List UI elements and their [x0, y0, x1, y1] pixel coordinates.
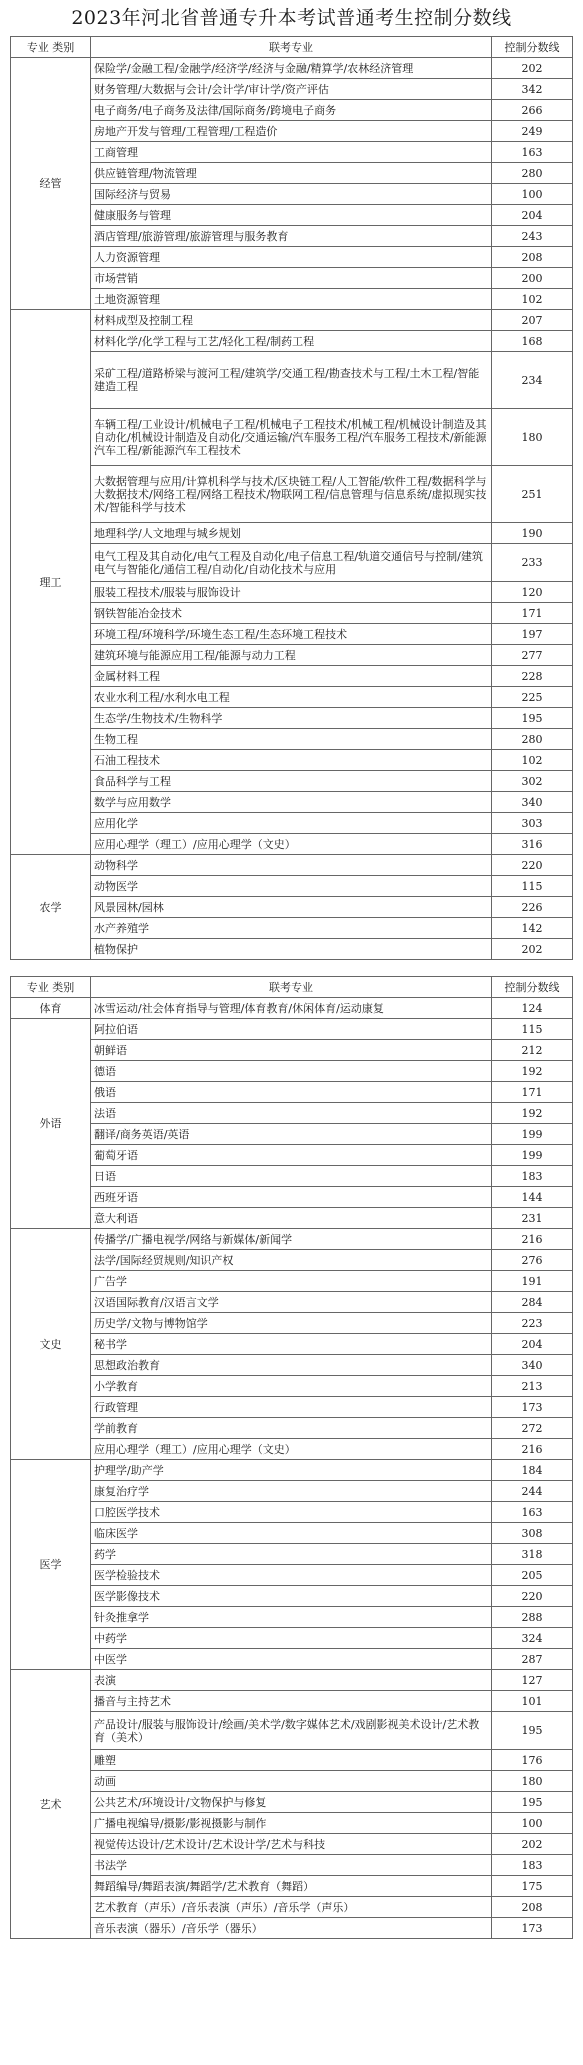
score-cell: 244 [492, 1481, 573, 1502]
major-cell: 广告学 [91, 1271, 492, 1292]
table-row [11, 1418, 573, 1439]
table-row [11, 1229, 573, 1250]
major-cell: 大数据管理与应用/计算机科学与技术/区块链工程/人工智能/软件工程/数据科学与大数据技术/网络工程/网络工程技术/物联网工程/信息管理与信息系统/虚拟现实技术/智能科学与技术 [91, 466, 492, 523]
score-cell: 204 [492, 205, 573, 226]
score-cell: 171 [492, 603, 573, 624]
category-cell: 体育 [11, 998, 91, 1019]
major-cell: 石油工程技术 [91, 750, 492, 771]
major-cell: 阿拉伯语 [91, 1019, 492, 1040]
score-cell: 280 [492, 163, 573, 184]
major-cell: 金属材料工程 [91, 666, 492, 687]
major-cell: 西班牙语 [91, 1187, 492, 1208]
score-cell: 340 [492, 792, 573, 813]
major-cell: 书法学 [91, 1855, 492, 1876]
score-cell: 284 [492, 1292, 573, 1313]
major-cell: 财务管理/大数据与会计/会计学/审计学/资产评估 [91, 79, 492, 100]
major-cell: 中药学 [91, 1628, 492, 1649]
category-cell: 农学 [11, 855, 91, 960]
table-row [11, 100, 573, 121]
major-cell: 水产养殖学 [91, 918, 492, 939]
score-cell: 102 [492, 750, 573, 771]
score-cell: 100 [492, 1813, 573, 1834]
major-cell: 应用心理学（理工）/应用心理学（文史） [91, 834, 492, 855]
table-row [11, 1397, 573, 1418]
table-row [11, 247, 573, 268]
score-table-part-1 [10, 36, 573, 960]
table-row [11, 268, 573, 289]
score-cell: 124 [492, 998, 573, 1019]
table-row [11, 876, 573, 897]
score-cell: 144 [492, 1187, 573, 1208]
score-cell: 190 [492, 523, 573, 544]
table-row [11, 1334, 573, 1355]
table-header-row [11, 37, 573, 58]
major-cell: 康复治疗学 [91, 1481, 492, 1502]
major-cell: 酒店管理/旅游管理/旅游管理与服务教育 [91, 226, 492, 247]
score-cell: 266 [492, 100, 573, 121]
table-row [11, 331, 573, 352]
category-cell: 文史 [11, 1229, 91, 1460]
major-cell: 药学 [91, 1544, 492, 1565]
major-cell: 播音与主持艺术 [91, 1691, 492, 1712]
score-cell: 308 [492, 1523, 573, 1544]
score-cell: 183 [492, 1166, 573, 1187]
major-cell: 采矿工程/道路桥梁与渡河工程/建筑学/交通工程/勘查技术与工程/土木工程/智能建造工程 [91, 352, 492, 409]
score-cell: 205 [492, 1565, 573, 1586]
score-cell: 202 [492, 939, 573, 960]
major-cell: 艺术教育（声乐）/音乐表演（声乐）/音乐学（声乐） [91, 1897, 492, 1918]
major-cell: 汉语国际教育/汉语言文学 [91, 1292, 492, 1313]
table-row [11, 1439, 573, 1460]
major-cell: 动物科学 [91, 855, 492, 876]
score-cell: 226 [492, 897, 573, 918]
major-cell: 冰雪运动/社会体育指导与管理/体育教育/休闲体育/运动康复 [91, 998, 492, 1019]
table-row [11, 1208, 573, 1229]
score-cell: 192 [492, 1061, 573, 1082]
major-cell: 生态学/生物技术/生物科学 [91, 708, 492, 729]
score-cell: 249 [492, 121, 573, 142]
table-row [11, 1771, 573, 1792]
table-row [11, 687, 573, 708]
major-cell: 应用心理学（理工）/应用心理学（文史） [91, 1439, 492, 1460]
score-cell: 272 [492, 1418, 573, 1439]
header-category: 专业 类别 [11, 977, 91, 998]
major-cell: 翻译/商务英语/英语 [91, 1124, 492, 1145]
major-cell: 地理科学/人文地理与城乡规划 [91, 523, 492, 544]
major-cell: 产品设计/服装与服饰设计/绘画/美术学/数字媒体艺术/戏剧影视美术设计/艺术教育（美术） [91, 1712, 492, 1750]
table-row [11, 1670, 573, 1691]
score-cell: 202 [492, 58, 573, 79]
score-cell: 163 [492, 142, 573, 163]
major-cell: 材料化学/化学工程与工艺/轻化工程/制药工程 [91, 331, 492, 352]
category-cell: 理工 [11, 310, 91, 855]
table-row [11, 466, 573, 523]
score-cell: 197 [492, 624, 573, 645]
table-row [11, 1855, 573, 1876]
major-cell: 葡萄牙语 [91, 1145, 492, 1166]
table-row [11, 1649, 573, 1670]
score-cell: 277 [492, 645, 573, 666]
major-cell: 中医学 [91, 1649, 492, 1670]
score-cell: 191 [492, 1271, 573, 1292]
major-cell: 工商管理 [91, 142, 492, 163]
score-cell: 142 [492, 918, 573, 939]
score-cell: 176 [492, 1750, 573, 1771]
major-cell: 广播电视编导/摄影/影视摄影与制作 [91, 1813, 492, 1834]
major-cell: 思想政治教育 [91, 1355, 492, 1376]
table-row [11, 1103, 573, 1124]
score-cell: 180 [492, 1771, 573, 1792]
score-cell: 234 [492, 352, 573, 409]
table-row [11, 603, 573, 624]
major-cell: 表演 [91, 1670, 492, 1691]
category-cell: 经管 [11, 58, 91, 310]
major-cell: 农业水利工程/水利水电工程 [91, 687, 492, 708]
major-cell: 临床医学 [91, 1523, 492, 1544]
table-row [11, 1481, 573, 1502]
table-row [11, 708, 573, 729]
major-cell: 生物工程 [91, 729, 492, 750]
score-cell: 287 [492, 1649, 573, 1670]
score-cell: 216 [492, 1229, 573, 1250]
table-row [11, 1750, 573, 1771]
table-row [11, 897, 573, 918]
score-cell: 173 [492, 1397, 573, 1418]
major-cell: 意大利语 [91, 1208, 492, 1229]
table-row [11, 1187, 573, 1208]
table-row [11, 544, 573, 582]
table-row [11, 1523, 573, 1544]
table-row [11, 1544, 573, 1565]
category-cell: 外语 [11, 1019, 91, 1229]
table-row [11, 1792, 573, 1813]
header-major: 联考专业 [91, 37, 492, 58]
table-row [11, 1145, 573, 1166]
table-row [11, 1313, 573, 1334]
major-cell: 电子商务/电子商务及法律/国际商务/跨境电子商务 [91, 100, 492, 121]
major-cell: 秘书学 [91, 1334, 492, 1355]
major-cell: 法学/国际经贸规则/知识产权 [91, 1250, 492, 1271]
score-cell: 212 [492, 1040, 573, 1061]
major-cell: 日语 [91, 1166, 492, 1187]
score-cell: 120 [492, 582, 573, 603]
table-row [11, 1082, 573, 1103]
table-row [11, 1355, 573, 1376]
major-cell: 口腔医学技术 [91, 1502, 492, 1523]
major-cell: 植物保护 [91, 939, 492, 960]
page-title: 2023年河北省普通专升本考试普通考生控制分数线 [71, 7, 512, 29]
table-row [11, 1061, 573, 1082]
major-cell: 房地产开发与管理/工程管理/工程造价 [91, 121, 492, 142]
major-cell: 俄语 [91, 1082, 492, 1103]
score-cell: 231 [492, 1208, 573, 1229]
table-row [11, 1250, 573, 1271]
major-cell: 应用化学 [91, 813, 492, 834]
table-row [11, 1292, 573, 1313]
score-cell: 228 [492, 666, 573, 687]
score-cell: 195 [492, 1712, 573, 1750]
score-cell: 220 [492, 1586, 573, 1607]
table-row [11, 939, 573, 960]
table-row [11, 163, 573, 184]
score-cell: 204 [492, 1334, 573, 1355]
major-cell: 环境工程/环境科学/环境生态工程/生态环境工程技术 [91, 624, 492, 645]
score-cell: 202 [492, 1834, 573, 1855]
score-cell: 243 [492, 226, 573, 247]
table-row [11, 1607, 573, 1628]
major-cell: 数学与应用数学 [91, 792, 492, 813]
score-cell: 223 [492, 1313, 573, 1334]
score-cell: 280 [492, 729, 573, 750]
table-row [11, 729, 573, 750]
category-cell: 艺术 [11, 1670, 91, 1939]
table-row [11, 1834, 573, 1855]
major-cell: 医学影像技术 [91, 1586, 492, 1607]
score-table-part-2 [10, 976, 573, 1939]
table-row [11, 1918, 573, 1939]
score-cell: 288 [492, 1607, 573, 1628]
major-cell: 舞蹈编导/舞蹈表演/舞蹈学/艺术教育（舞蹈） [91, 1876, 492, 1897]
table-row [11, 834, 573, 855]
header-category: 专业 类别 [11, 37, 91, 58]
table-row [11, 1586, 573, 1607]
major-cell: 历史学/文物与博物馆学 [91, 1313, 492, 1334]
table-row [11, 310, 573, 331]
major-cell: 音乐表演（器乐）/音乐学（器乐） [91, 1918, 492, 1939]
score-cell: 213 [492, 1376, 573, 1397]
major-cell: 车辆工程/工业设计/机械电子工程/机械电子工程技术/机械工程/机械设计制造及其自动化/机械设计制造及自动化/交通运输/汽车服务工程/汽车服务工程技术/新能源汽车工程/新能源汽车工程技术 [91, 409, 492, 466]
major-cell: 视觉传达设计/艺术设计/艺术设计学/艺术与科技 [91, 1834, 492, 1855]
table-row [11, 1376, 573, 1397]
major-cell: 土地资源管理 [91, 289, 492, 310]
major-cell: 学前教育 [91, 1418, 492, 1439]
table-row [11, 750, 573, 771]
score-cell: 251 [492, 466, 573, 523]
score-cell: 208 [492, 1897, 573, 1918]
major-cell: 小学教育 [91, 1376, 492, 1397]
table-row [11, 998, 573, 1019]
major-cell: 针灸推拿学 [91, 1607, 492, 1628]
major-cell: 市场营销 [91, 268, 492, 289]
major-cell: 电气工程及其自动化/电气工程及自动化/电子信息工程/轨道交通信号与控制/建筑电气与智能化/通信工程/自动化/自动化技术与应用 [91, 544, 492, 582]
major-cell: 德语 [91, 1061, 492, 1082]
table-row [11, 121, 573, 142]
table-row [11, 645, 573, 666]
major-cell: 朝鲜语 [91, 1040, 492, 1061]
table-row [11, 1019, 573, 1040]
major-cell: 国际经济与贸易 [91, 184, 492, 205]
table-row [11, 1502, 573, 1523]
major-cell: 服装工程技术/服装与服饰设计 [91, 582, 492, 603]
table-row [11, 58, 573, 79]
major-cell: 钢铁智能冶金技术 [91, 603, 492, 624]
score-cell: 195 [492, 708, 573, 729]
table-row [11, 1460, 573, 1481]
major-cell: 供应链管理/物流管理 [91, 163, 492, 184]
score-cell: 342 [492, 79, 573, 100]
major-cell: 护理学/助产学 [91, 1460, 492, 1481]
score-cell: 324 [492, 1628, 573, 1649]
table-row [11, 771, 573, 792]
score-cell: 115 [492, 876, 573, 897]
major-cell: 动画 [91, 1771, 492, 1792]
score-cell: 100 [492, 184, 573, 205]
table-row [11, 1897, 573, 1918]
score-cell: 316 [492, 834, 573, 855]
score-cell: 171 [492, 1082, 573, 1103]
major-cell: 法语 [91, 1103, 492, 1124]
table-header-row [11, 977, 573, 998]
score-cell: 318 [492, 1544, 573, 1565]
major-cell: 材料成型及控制工程 [91, 310, 492, 331]
table-row [11, 1628, 573, 1649]
table-row [11, 352, 573, 409]
major-cell: 风景园林/园林 [91, 897, 492, 918]
table-row [11, 1691, 573, 1712]
major-cell: 医学检验技术 [91, 1565, 492, 1586]
score-cell: 207 [492, 310, 573, 331]
major-cell: 保险学/金融工程/金融学/经济学/经济与金融/精算学/农林经济管理 [91, 58, 492, 79]
table-row [11, 1712, 573, 1750]
table-row [11, 1271, 573, 1292]
table-row [11, 855, 573, 876]
header-major: 联考专业 [91, 977, 492, 998]
score-cell: 302 [492, 771, 573, 792]
table-row [11, 409, 573, 466]
table-row [11, 1166, 573, 1187]
score-cell: 180 [492, 409, 573, 466]
category-cell: 医学 [11, 1460, 91, 1670]
table-row [11, 205, 573, 226]
table-row [11, 226, 573, 247]
score-cell: 101 [492, 1691, 573, 1712]
score-cell: 127 [492, 1670, 573, 1691]
header-score: 控制分数线 [492, 37, 573, 58]
table-row [11, 1813, 573, 1834]
score-cell: 276 [492, 1250, 573, 1271]
major-cell: 人力资源管理 [91, 247, 492, 268]
table-row [11, 918, 573, 939]
score-cell: 195 [492, 1792, 573, 1813]
score-cell: 199 [492, 1124, 573, 1145]
score-cell: 184 [492, 1460, 573, 1481]
score-cell: 115 [492, 1019, 573, 1040]
score-cell: 208 [492, 247, 573, 268]
table-row [11, 792, 573, 813]
table-row [11, 142, 573, 163]
major-cell: 雕塑 [91, 1750, 492, 1771]
score-cell: 192 [492, 1103, 573, 1124]
table-row [11, 184, 573, 205]
table-row [11, 79, 573, 100]
score-cell: 220 [492, 855, 573, 876]
table-row [11, 624, 573, 645]
major-cell: 行政管理 [91, 1397, 492, 1418]
major-cell: 公共艺术/环境设计/文物保护与修复 [91, 1792, 492, 1813]
major-cell: 建筑环境与能源应用工程/能源与动力工程 [91, 645, 492, 666]
table-row [11, 813, 573, 834]
score-cell: 233 [492, 544, 573, 582]
major-cell: 健康服务与管理 [91, 205, 492, 226]
table-row [11, 523, 573, 544]
score-cell: 102 [492, 289, 573, 310]
major-cell: 动物医学 [91, 876, 492, 897]
header-score: 控制分数线 [492, 977, 573, 998]
score-cell: 168 [492, 331, 573, 352]
table-row [11, 1876, 573, 1897]
score-cell: 200 [492, 268, 573, 289]
table-row [11, 582, 573, 603]
score-cell: 183 [492, 1855, 573, 1876]
score-cell: 199 [492, 1145, 573, 1166]
major-cell: 传播学/广播电视学/网络与新媒体/新闻学 [91, 1229, 492, 1250]
table-row [11, 1565, 573, 1586]
table-row [11, 1124, 573, 1145]
table-row [11, 666, 573, 687]
table-row [11, 289, 573, 310]
score-cell: 175 [492, 1876, 573, 1897]
score-cell: 216 [492, 1439, 573, 1460]
table-row [11, 1040, 573, 1061]
score-cell: 225 [492, 687, 573, 708]
score-cell: 303 [492, 813, 573, 834]
major-cell: 食品科学与工程 [91, 771, 492, 792]
score-cell: 340 [492, 1355, 573, 1376]
score-cell: 173 [492, 1918, 573, 1939]
score-cell: 163 [492, 1502, 573, 1523]
